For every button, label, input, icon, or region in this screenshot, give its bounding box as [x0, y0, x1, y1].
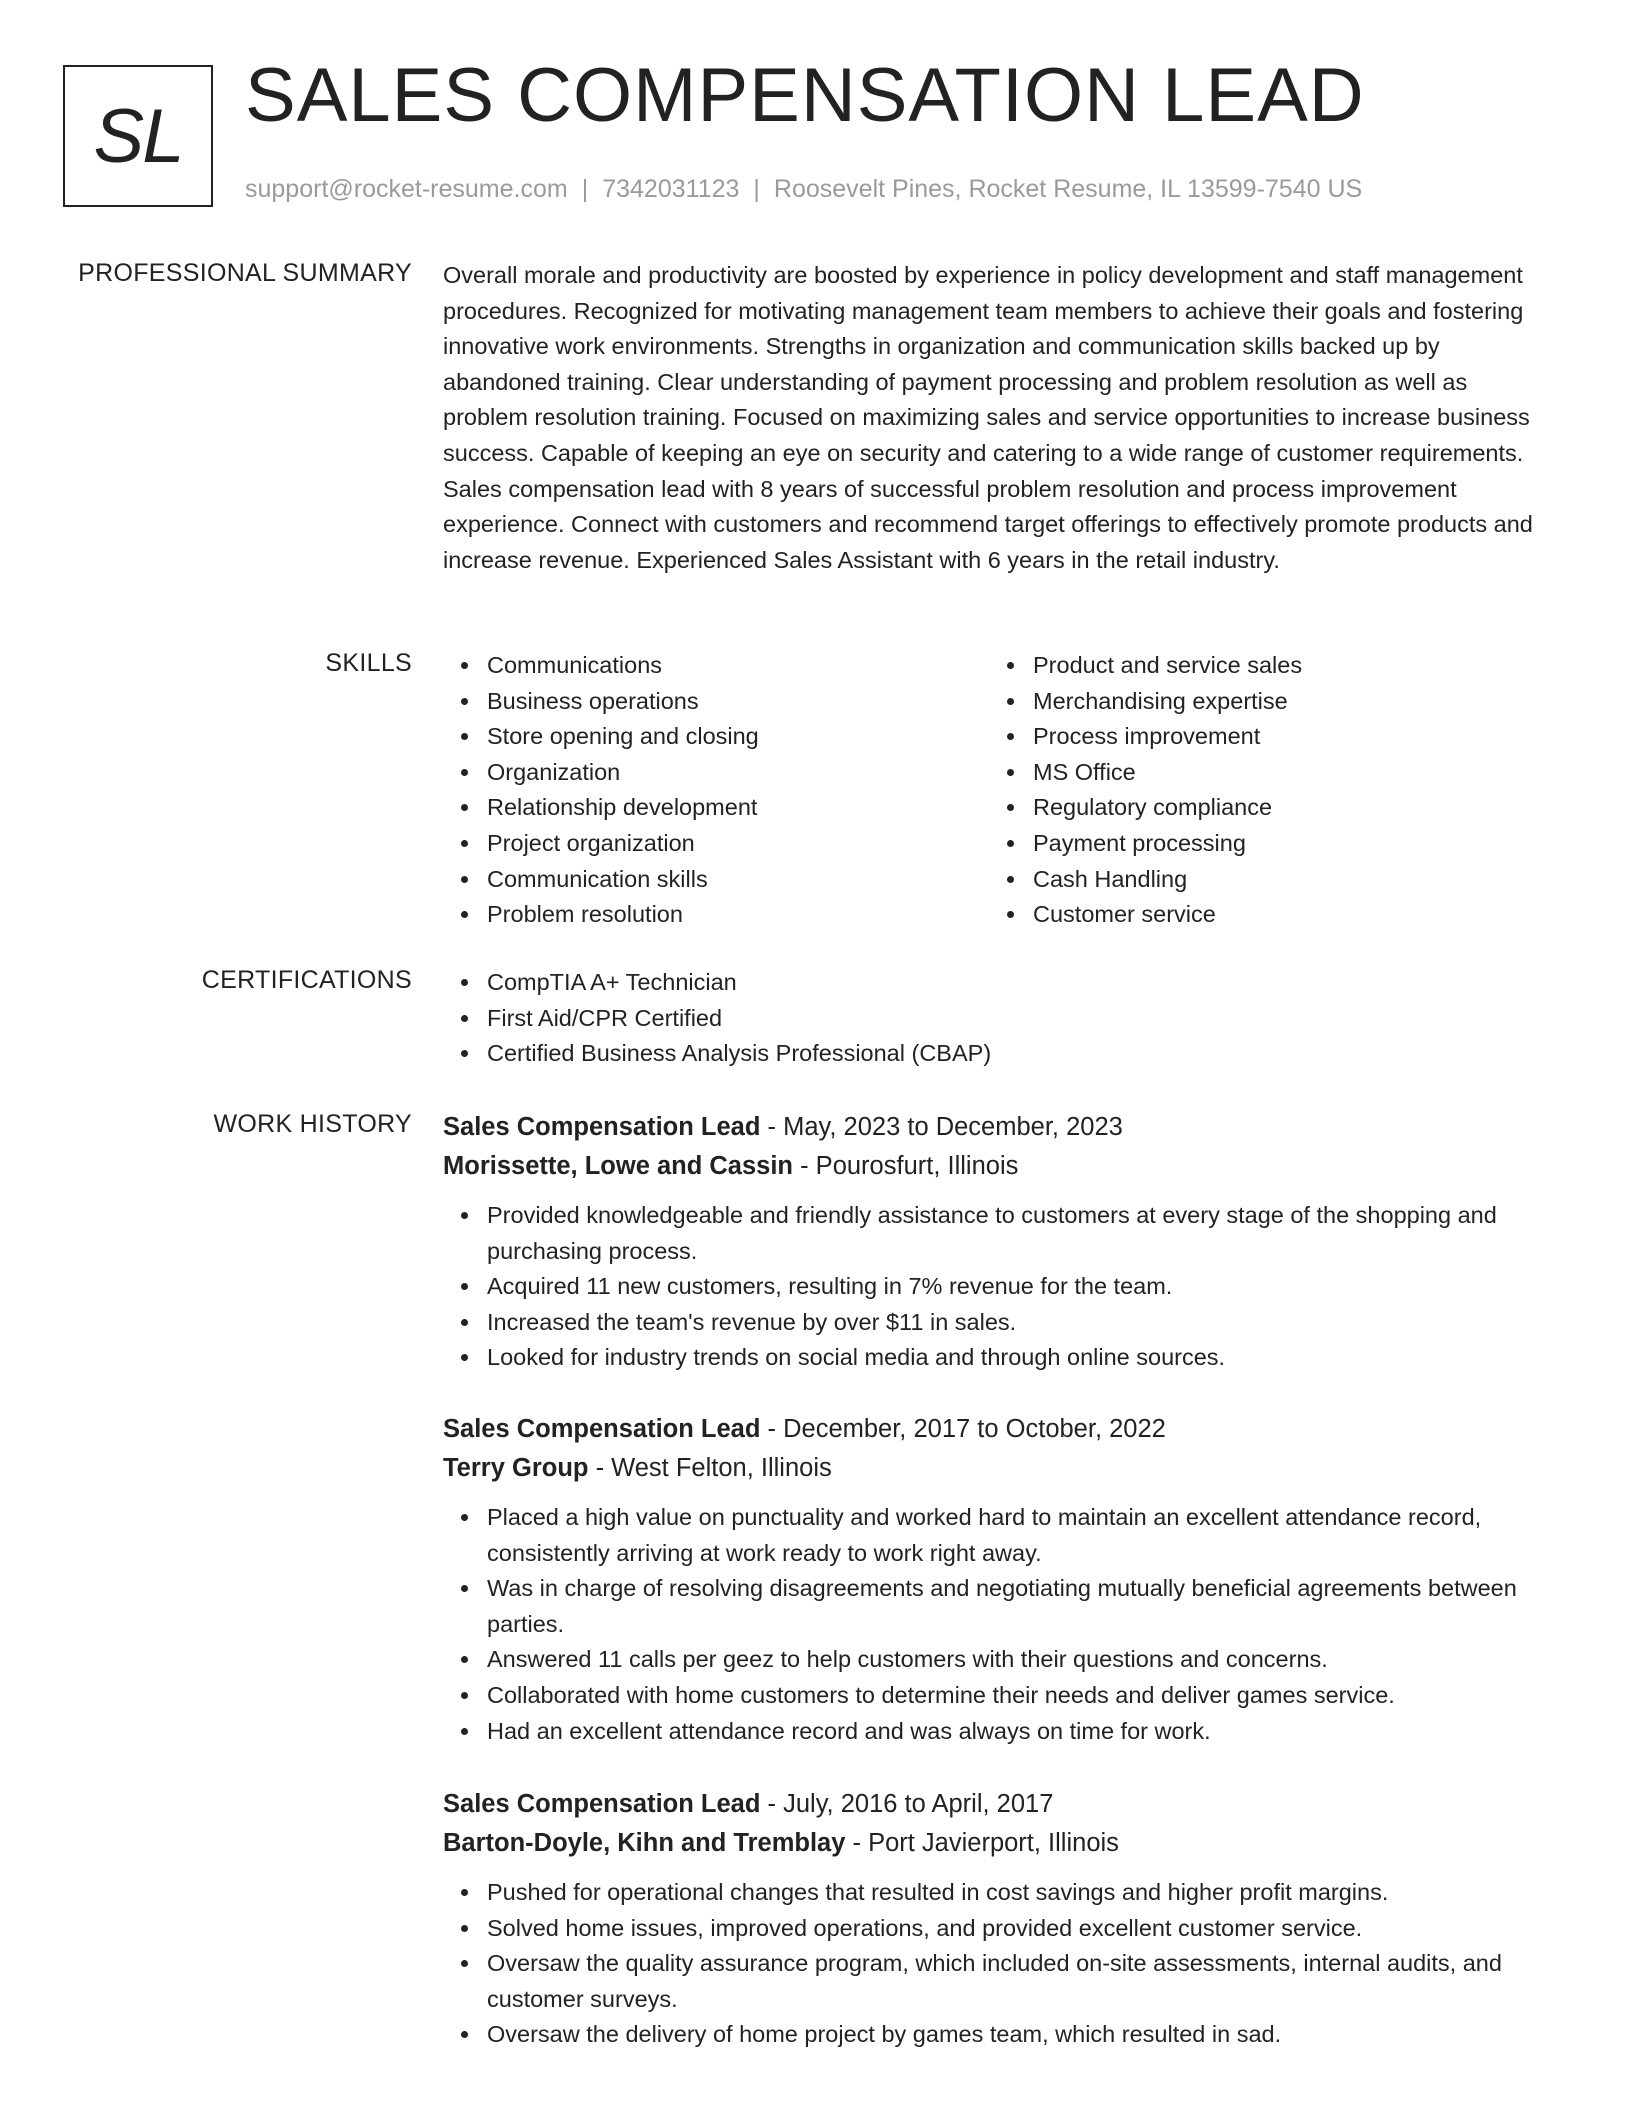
section-label-work-history: WORK HISTORY: [213, 1110, 412, 1138]
skills-column-left: [443, 648, 983, 933]
job-bullet: Answered 11 calls per geez to help customers with their questions and concerns.: [443, 1642, 1553, 1678]
resume-title: SALES COMPENSATION LEAD: [245, 53, 1365, 138]
job-title: Sales Compensation Lead: [443, 1415, 761, 1443]
job-dates: - December, 2017 to October, 2022: [767, 1415, 1166, 1443]
skill-item: Payment processing: [989, 826, 1529, 862]
monogram-logo: SL: [63, 65, 213, 207]
skill-item: MS Office: [989, 755, 1529, 791]
skill-item: Organization: [443, 755, 983, 791]
skill-item: Problem resolution: [443, 897, 983, 933]
certification-item: CompTIA A+ Technician: [443, 965, 1553, 1001]
job-company: Morissette, Lowe and Cassin: [443, 1152, 794, 1180]
job-bullets: [443, 1500, 1553, 1749]
skill-item: Process improvement: [989, 719, 1529, 755]
job-bullet: Looked for industry trends on social media and through online sources.: [443, 1340, 1553, 1376]
skill-item: Product and service sales: [989, 648, 1529, 684]
contact-line: [245, 175, 1362, 204]
job-bullet: Solved home issues, improved operations, and provided excellent customer service.: [443, 1911, 1553, 1947]
job-bullet: Provided knowledgeable and friendly assistance to customers at every stage of the shopping and purchasing process.: [443, 1198, 1553, 1269]
skill-item: Merchandising expertise: [989, 684, 1529, 720]
job-location: - Pourosfurt, Illinois: [800, 1152, 1019, 1180]
job-company: Terry Group: [443, 1454, 589, 1482]
skill-item: Communications: [443, 648, 983, 684]
contact-separator: |: [581, 175, 589, 203]
job-title-line: [443, 1785, 1553, 1824]
job-title: Sales Compensation Lead: [443, 1790, 761, 1818]
skill-item: Store opening and closing: [443, 719, 983, 755]
job-bullet: Placed a high value on punctuality and worked hard to maintain an excellent attendance record, consistently arriving at work ready to work right away.: [443, 1500, 1553, 1571]
contact-address: Roosevelt Pines, Rocket Resume, IL 13599-7540 US: [773, 175, 1363, 203]
job-dates: - July, 2016 to April, 2017: [767, 1790, 1054, 1818]
section-label-summary: PROFESSIONAL SUMMARY: [78, 259, 412, 287]
contact-email[interactable]: support@rocket-resume.com: [245, 175, 568, 203]
job-entry: [443, 1410, 1553, 1749]
certification-item: First Aid/CPR Certified: [443, 1001, 1553, 1037]
job-bullet: Acquired 11 new customers, resulting in 7% revenue for the team.: [443, 1269, 1553, 1305]
job-bullet: Pushed for operational changes that resulted in cost savings and higher profit margins.: [443, 1875, 1553, 1911]
certifications-list: [443, 965, 1553, 1072]
skill-item: Cash Handling: [989, 862, 1529, 898]
job-bullet: Oversaw the delivery of home project by games team, which resulted in sad.: [443, 2017, 1553, 2053]
job-bullet: Increased the team's revenue by over $11 in sales.: [443, 1305, 1553, 1341]
job-title: Sales Compensation Lead: [443, 1113, 761, 1141]
job-location: - Port Javierport, Illinois: [852, 1829, 1119, 1857]
job-bullet: Oversaw the quality assurance program, which included on-site assessments, internal audits, and customer surveys.: [443, 1946, 1553, 2017]
summary-text: Overall morale and productivity are boosted by experience in policy development and staff management procedures. Recognized for motivating management team members to achieve their goals and fostering innovative work environments. Strengths in organization and communication skills backed up by abandoned training. Clear understanding of payment processing and problem resolution as well as problem resolution training. Focused on maximizing sales and service opportunities to increase business success. Capable of keeping an eye on security and catering to a wide range of customer requirements. Sales compensation lead with 8 years of successful problem resolution and process improvement experience. Connect with customers and recommend target offerings to effectively promote products and increase revenue. Experienced Sales Assistant with 6 years in the retail industry.: [443, 262, 1533, 573]
contact-separator: |: [753, 175, 760, 203]
job-company-line: [443, 1824, 1553, 1863]
job-entry: [443, 1785, 1553, 2053]
section-label-skills: SKILLS: [325, 649, 412, 677]
certification-item: Certified Business Analysis Professional (CBAP): [443, 1036, 1553, 1072]
skill-item: Regulatory compliance: [989, 790, 1529, 826]
skill-item: Communication skills: [443, 862, 983, 898]
job-company-line: [443, 1147, 1553, 1186]
job-dates: - May, 2023 to December, 2023: [767, 1113, 1123, 1141]
skill-item: Relationship development: [443, 790, 983, 826]
skill-item: Customer service: [989, 897, 1529, 933]
job-title-line: [443, 1108, 1553, 1147]
job-bullets: [443, 1875, 1553, 2053]
job-bullet: Had an excellent attendance record and was always on time for work.: [443, 1714, 1553, 1750]
section-label-certifications: CERTIFICATIONS: [201, 966, 412, 994]
job-bullets: [443, 1198, 1553, 1376]
job-company: Barton-Doyle, Kihn and Tremblay: [443, 1829, 846, 1857]
contact-phone[interactable]: 7342031123: [602, 175, 740, 203]
job-title-line: [443, 1410, 1553, 1449]
skills-column-right: [989, 648, 1529, 933]
job-bullet: Collaborated with home customers to determine their needs and deliver games service.: [443, 1678, 1553, 1714]
skill-item: Project organization: [443, 826, 983, 862]
job-entry: [443, 1108, 1553, 1376]
skill-item: Business operations: [443, 684, 983, 720]
job-bullet: Was in charge of resolving disagreements and negotiating mutually beneficial agreements between parties.: [443, 1571, 1553, 1642]
job-company-line: [443, 1449, 1553, 1488]
job-location: - West Felton, Illinois: [595, 1454, 832, 1482]
